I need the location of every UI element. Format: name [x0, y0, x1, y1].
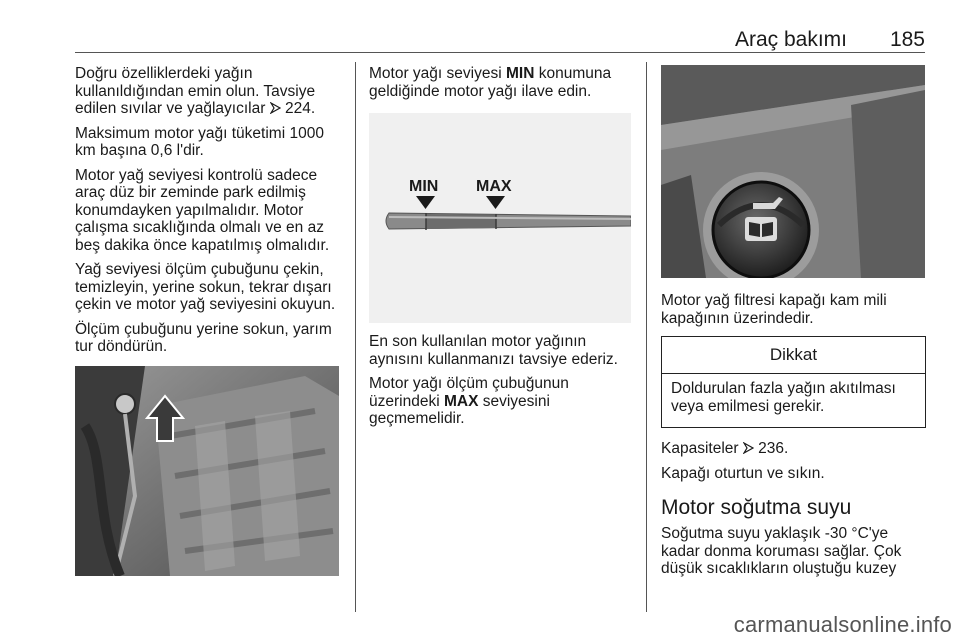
paragraph: Soğutma suyu yaklaşık -30 °C'ye kadar donma koruması sağlar. Çok düşük sıcaklıkların oluştuğu kuzey	[661, 525, 902, 577]
paragraph: Doğru özelliklerdeki yağın kullanıldığından emin olun. Tavsiye edilen sıvılar ve yağlayıcılar 224.	[75, 65, 316, 117]
paragraph: Motor yağ seviyesi kontrolü sadece araç düz bir zeminde park edilmiş konumdayken yapılmalıdır. Motor çalışma sıcaklığında olmalı ve en az beş dakika önce kapatılmış olmalıdır.	[75, 166, 330, 254]
paragraph: Kapağı oturtun ve sıkın.	[661, 464, 825, 482]
paragraph: Motor yağı seviyesi MIN konumuna geldiğinde motor yağı ilave edin.	[369, 65, 612, 100]
dipstick-min-label: MIN	[409, 178, 439, 195]
paragraph: Motor yağı ölçüm çubuğunun üzerindeki MAX seviyesini geçmemelidir.	[369, 375, 569, 427]
page-header	[75, 28, 925, 50]
watermark: carmanualsonline.info	[733, 612, 952, 637]
paragraph: Kapasiteler 236.	[661, 440, 789, 457]
max-label: MAX	[443, 392, 479, 410]
column-1	[75, 65, 343, 363]
column-2-lower	[369, 333, 634, 435]
paragraph: Motor yağ filtresi kapağı kam mili kapağının üzerindedir.	[661, 292, 887, 327]
column-2	[369, 65, 634, 107]
caution-title: Dikkat	[662, 337, 925, 374]
engine-dipstick-photo	[75, 366, 339, 576]
max-marker-icon	[486, 196, 505, 209]
min-label: MIN	[505, 65, 535, 82]
paragraph: En son kullanılan motor yağının aynısını kullanmanızı tavsiye ederiz.	[369, 333, 618, 368]
paragraph: Yağ seviyesi ölçüm çubuğunu çekin, temizleyin, yerine sokun, tekrar dışarı çekin ve motor yağ seviyesini okuyun.	[75, 261, 336, 313]
oil-cap-photo	[661, 65, 925, 278]
paragraph: Ölçüm çubuğunu yerine sokun, yarım tur döndürün.	[75, 320, 332, 355]
paragraph: Maksimum motor yağı tüketimi 1000 km başına 0,6 l'dir.	[75, 124, 324, 159]
reference-arrow-icon	[743, 442, 754, 454]
section-title: Araç bakımı	[734, 28, 847, 51]
column-divider-2	[646, 62, 647, 612]
caution-text: Doldurulan fazla yağın akıtılması veya emilmesi gerekir.	[671, 380, 896, 415]
dipstick-max-label: MAX	[476, 178, 512, 195]
reference-arrow-icon	[270, 102, 281, 114]
column-divider-1	[355, 62, 356, 612]
min-marker-icon	[416, 196, 435, 209]
dipstick-illustration	[369, 113, 631, 323]
header-rule	[75, 52, 925, 53]
section-heading: Motor soğutma suyu	[661, 496, 852, 519]
caution-box	[661, 336, 926, 428]
page-number: 185	[889, 28, 925, 51]
column-3-lower	[661, 440, 925, 585]
manual-book-icon	[745, 217, 777, 241]
column-3	[661, 292, 925, 334]
